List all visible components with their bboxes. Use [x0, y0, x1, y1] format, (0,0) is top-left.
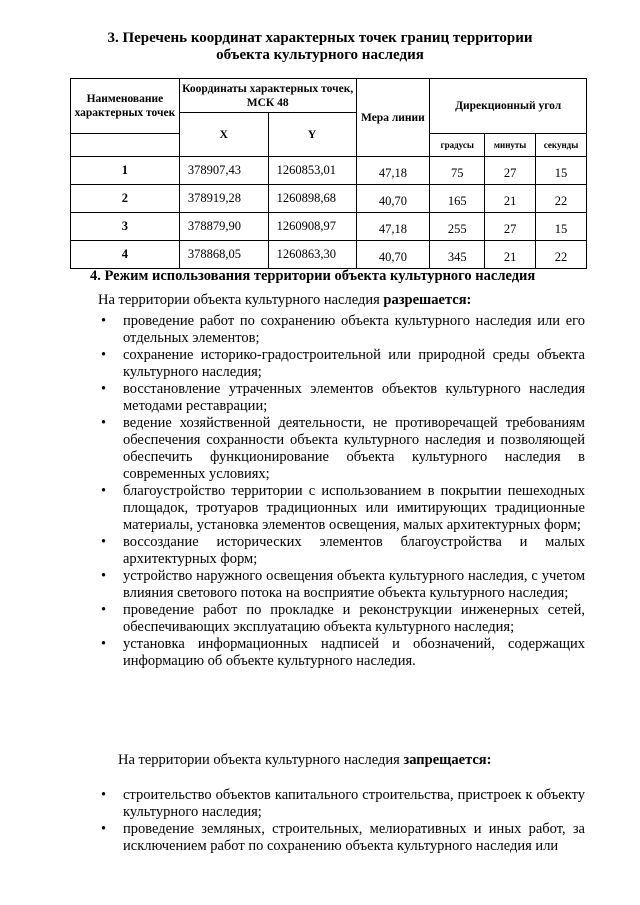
allowed-intro — [98, 292, 471, 309]
cell-point: 2 — [71, 185, 180, 213]
allowed-list — [95, 313, 585, 670]
cell-seconds: 22 — [536, 241, 587, 269]
list-item: • строительство объектов капитального строительства, пристроек к объекту культурного наследия; — [95, 787, 585, 821]
list-item: • сохранение историко-градостроительной или природной среды объекта культурного наследия; — [95, 347, 585, 381]
list-item: • ведение хозяйственной деятельности, не противоречащей требованиям обеспечения сохранности объекта культурного наследия и позволяющей обеспечить функционирование объекта культурного наследия в современных условиях; — [95, 415, 585, 483]
cell-x: 378919,28 — [179, 185, 268, 213]
section-3-title — [60, 30, 580, 64]
header-seconds: секунды — [536, 134, 587, 157]
cell-x: 378868,05 — [179, 241, 268, 269]
list-item: • проведение земляных, строительных, мелиоративных и иных работ, за исключением работ по сохранению объекта культурного наследия или — [95, 821, 585, 855]
cell-minutes: 27 — [485, 157, 536, 185]
cell-measure: 47,18 — [356, 157, 430, 185]
allowed-intro-text: На территории объекта культурного наследия — [98, 292, 384, 308]
forbidden-list — [95, 787, 585, 855]
table-row — [71, 157, 587, 185]
cell-degrees: 75 — [430, 157, 485, 185]
header-degrees: градусы — [430, 134, 485, 157]
header-y: Y — [268, 113, 356, 157]
header-measure: Мера линии — [356, 79, 430, 157]
header-point-name: Наименование характерных точек — [71, 79, 180, 134]
list-item: • воссоздание исторических элементов благоустройства и малых архитектурных форм; — [95, 534, 585, 568]
cell-y: 1260853,01 — [268, 157, 356, 185]
table-row — [71, 213, 587, 241]
cell-x: 378879,90 — [179, 213, 268, 241]
list-item: • восстановление утраченных элементов объектов культурного наследия методами реставрации; — [95, 381, 585, 415]
cell-minutes: 21 — [485, 185, 536, 213]
header-minutes: минуты — [485, 134, 536, 157]
forbidden-intro — [118, 752, 491, 769]
list-item: • устройство наружного освещения объекта культурного наследия, с учетом влияния светового потока на восприятие объекта культурного наследия; — [95, 568, 585, 602]
header-point-name-bottom — [71, 134, 180, 157]
section-3-title-line2: объекта культурного наследия — [216, 47, 424, 63]
table-row — [71, 185, 587, 213]
cell-point: 1 — [71, 157, 180, 185]
cell-y: 1260908,97 — [268, 213, 356, 241]
section-3-title-line1: 3. Перечень координат характерных точек границ территории — [107, 30, 533, 46]
cell-degrees: 255 — [430, 213, 485, 241]
cell-measure: 40,70 — [356, 185, 430, 213]
cell-seconds: 15 — [536, 157, 587, 185]
cell-minutes: 27 — [485, 213, 536, 241]
list-item: • проведение работ по прокладке и реконструкции инженерных сетей, обеспечивающих эксплуатацию объекта культурного наследия; — [95, 602, 585, 636]
section-4-title: 4. Режим использования территории объекта культурного наследия — [90, 268, 536, 284]
cell-measure: 40,70 — [356, 241, 430, 269]
forbidden-keyword: запрещается: — [403, 752, 492, 768]
cell-point: 3 — [71, 213, 180, 241]
cell-degrees: 345 — [430, 241, 485, 269]
cell-seconds: 22 — [536, 185, 587, 213]
allowed-keyword: разрешается: — [383, 292, 472, 308]
cell-x: 378907,43 — [179, 157, 268, 185]
list-item: • проведение работ по сохранению объекта культурного наследия или его отдельных элементов; — [95, 313, 585, 347]
list-item: • установка информационных надписей и обозначений, содержащих информацию об объекте культурного наследия. — [95, 636, 585, 670]
cell-y: 1260898,68 — [268, 185, 356, 213]
table-row — [71, 241, 587, 269]
header-angle: Дирекционный угол — [430, 79, 587, 134]
cell-measure: 47,18 — [356, 213, 430, 241]
cell-point: 4 — [71, 241, 180, 269]
cell-seconds: 15 — [536, 213, 587, 241]
coordinates-table — [70, 78, 587, 269]
cell-degrees: 165 — [430, 185, 485, 213]
list-item: • благоустройство территории с использованием в покрытии пешеходных площадок, тротуаров традиционных или имитирующих традиционные материалы, установка элементов освещения, малых архитектурных форм; — [95, 483, 585, 534]
header-x: X — [179, 113, 268, 157]
forbidden-intro-text: На территории объекта культурного наследия — [118, 752, 404, 768]
header-coords: Координаты характерных точек, МСК 48 — [179, 79, 356, 113]
cell-y: 1260863,30 — [268, 241, 356, 269]
cell-minutes: 21 — [485, 241, 536, 269]
